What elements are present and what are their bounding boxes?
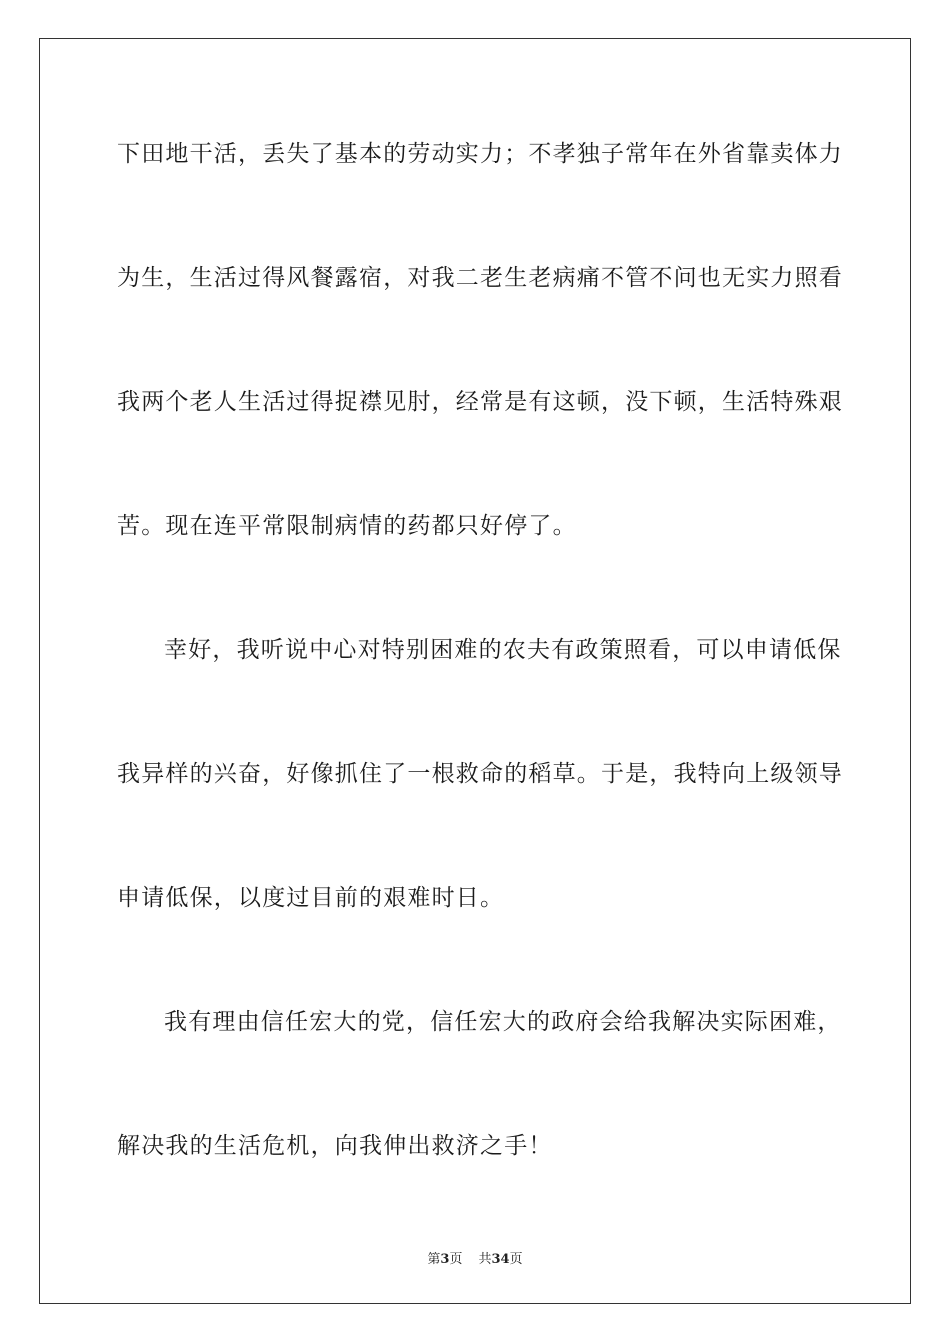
total-pages: 34	[491, 1252, 510, 1267]
page-prefix: 第	[427, 1252, 441, 1267]
body-line: 解决我的生活危机，向我伸出救济之手！	[117, 1133, 553, 1159]
body-line: 为生，生活过得风餐露宿，对我二老生老病痛不管不问也无实力照看	[117, 265, 843, 291]
body-line-indented: 幸好，我听说中心对特别困难的农夫有政策照看，可以申请低保	[164, 637, 842, 663]
body-line: 申请低保，以度过目前的艰难时日。	[117, 885, 505, 911]
body-line: 苦。现在连平常限制病情的药都只好停了。	[117, 513, 577, 539]
body-line: 下田地干活，丢失了基本的劳动实力；不孝独子常年在外省靠卖体力	[117, 141, 843, 167]
body-line: 我两个老人生活过得捉襟见肘，经常是有这顿，没下顿，生活特殊艰	[117, 389, 843, 415]
total-prefix: 共	[478, 1252, 492, 1267]
page-footer	[0, 1248, 950, 1267]
page-border	[39, 38, 911, 1304]
body-line-indented: 我有理由信任宏大的党，信任宏大的政府会给我解决实际困难，	[164, 1009, 842, 1035]
body-line: 我异样的兴奋，好像抓住了一根救命的稻草。于是，我特向上级领导	[117, 761, 843, 787]
page-number: 3	[440, 1252, 450, 1267]
page-suffix: 页	[449, 1252, 463, 1267]
total-suffix: 页	[509, 1252, 523, 1267]
